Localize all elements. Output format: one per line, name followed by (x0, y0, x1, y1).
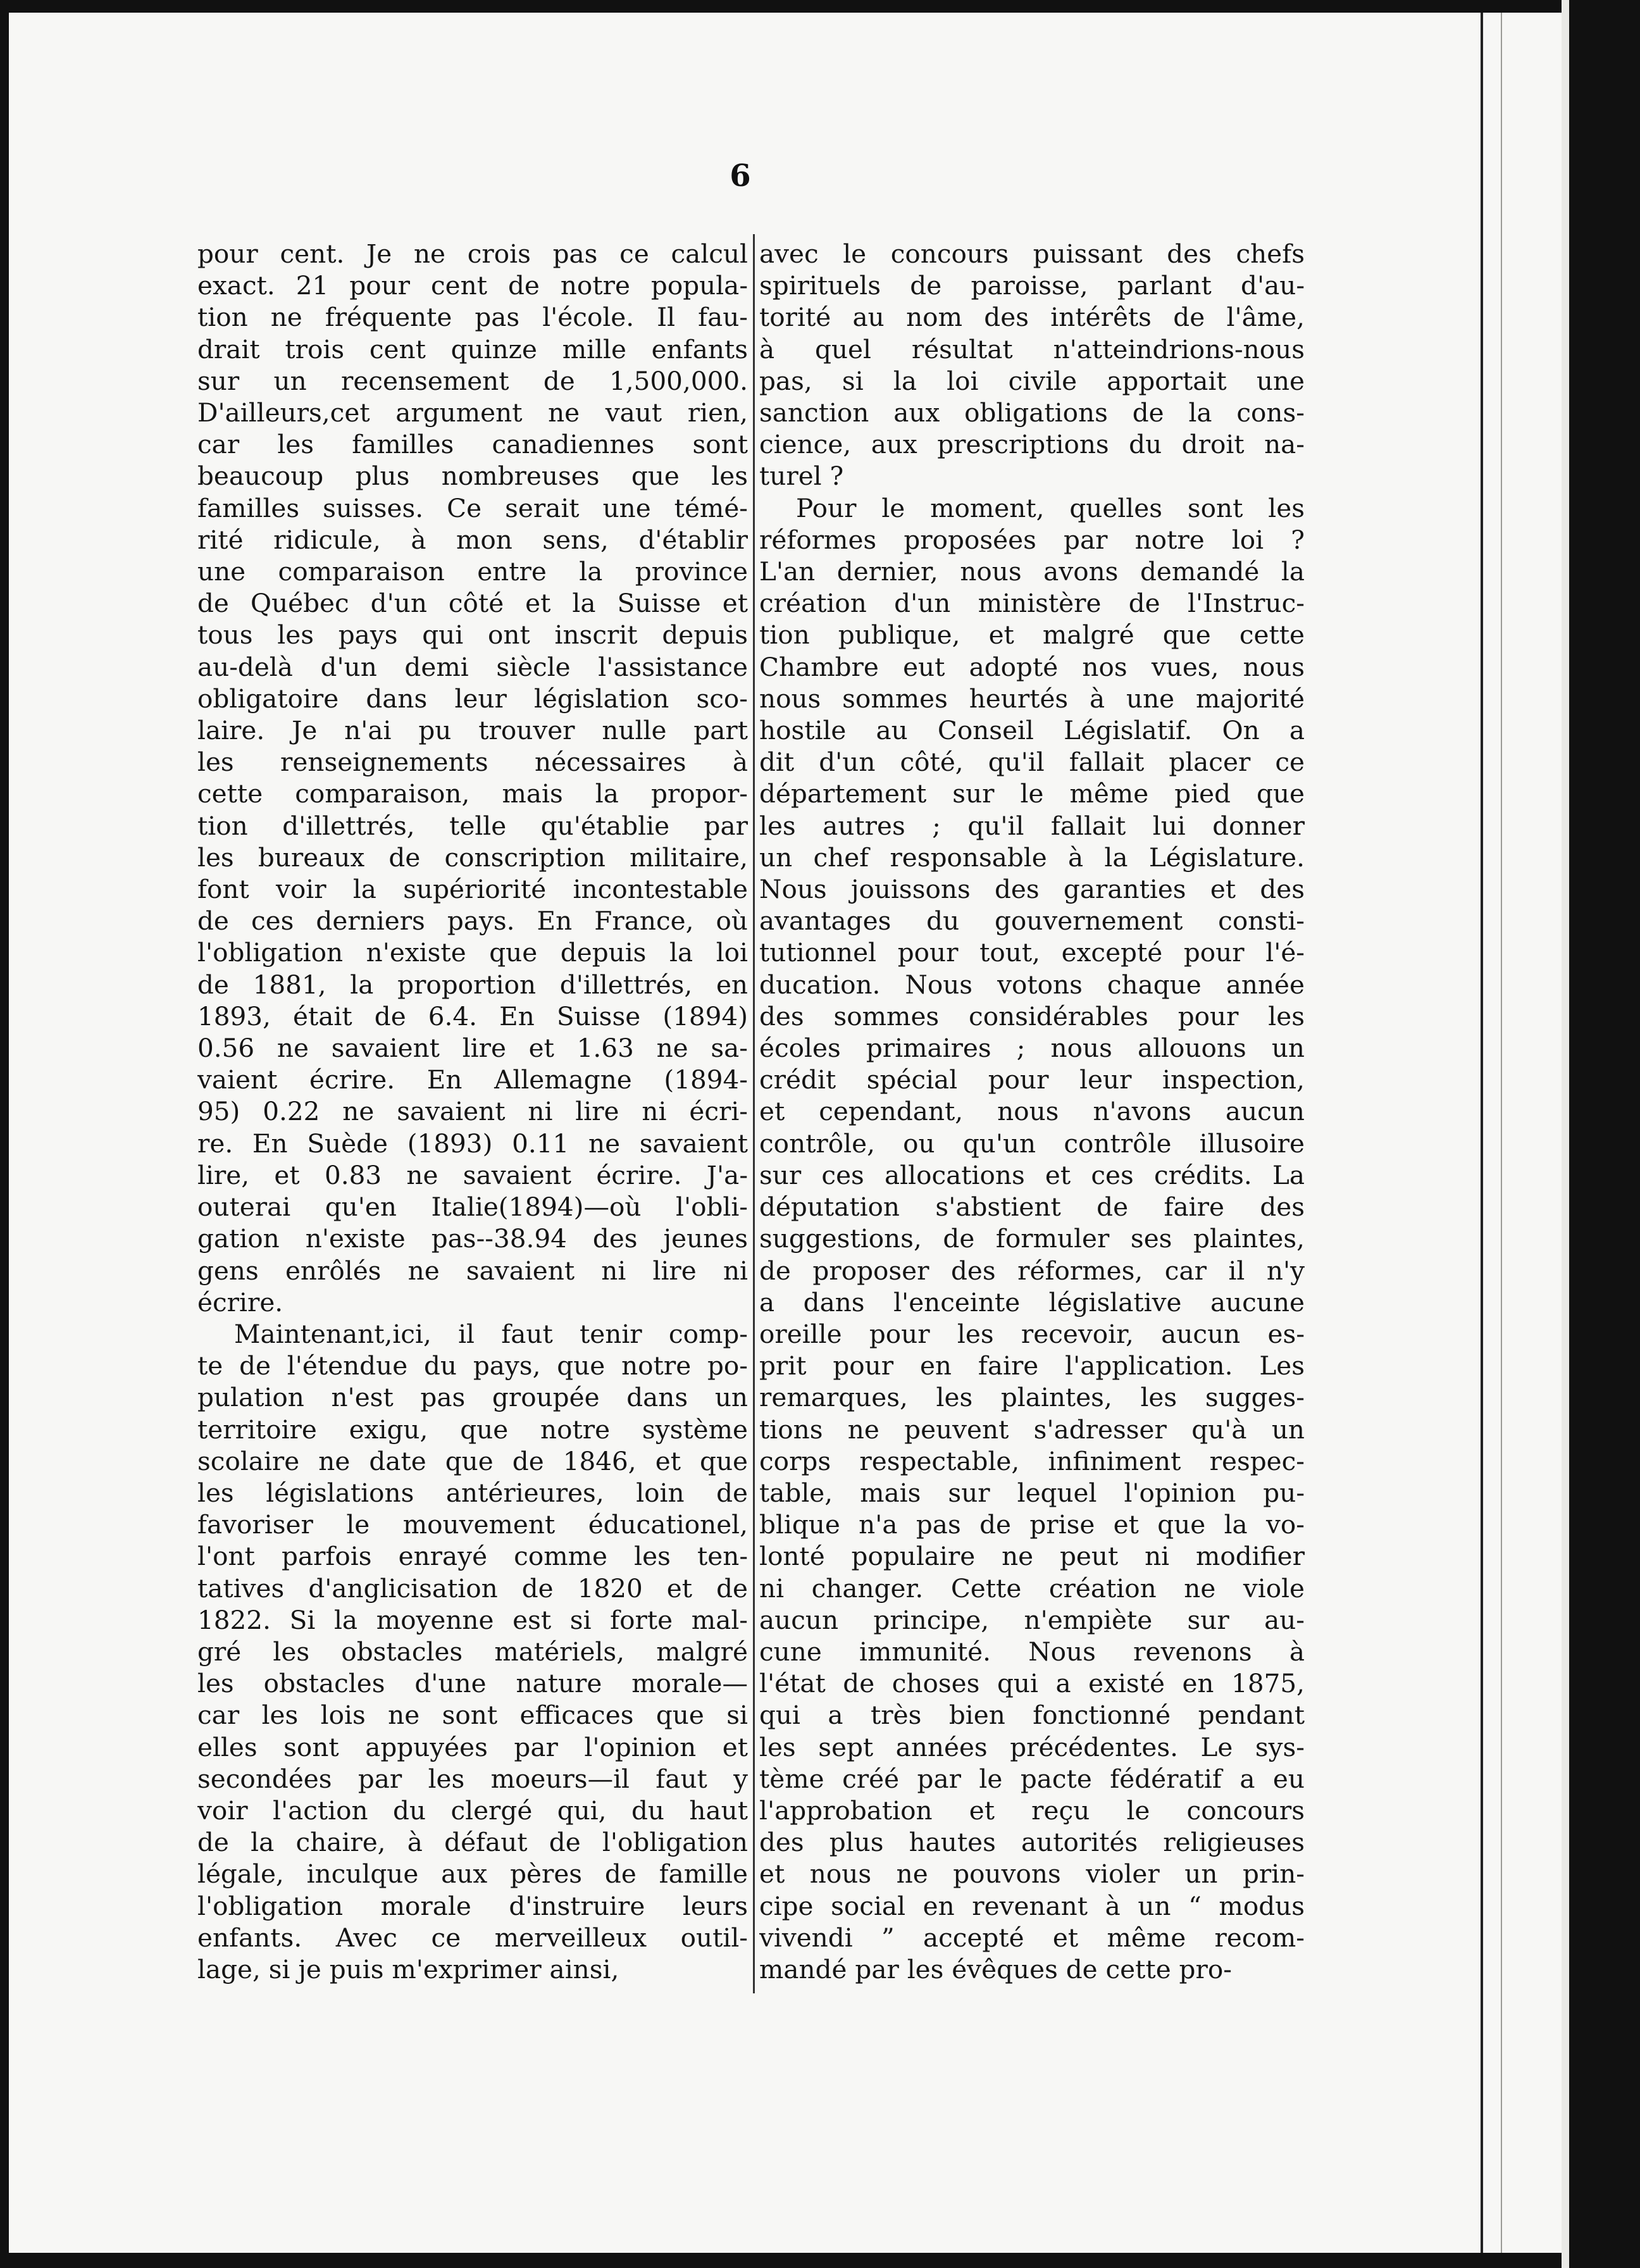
text-line: l'ont parfois enrayé comme les ten- (197, 1541, 748, 1572)
text-line: re. En Suède (1893) 0.11 ne savaient (197, 1128, 748, 1159)
text-line: hostile au Conseil Législatif. On a (759, 715, 1305, 746)
text-line: cipe social en revenant à un “ modus (759, 1890, 1305, 1921)
text-line: tème créé par le pacte fédératif a eu (759, 1763, 1305, 1794)
text-line: 95) 0.22 ne savaient ni lire ni écri- (197, 1096, 748, 1127)
text-line: avantages du gouvernement consti- (759, 906, 1305, 937)
text-line: rité ridicule, à mon sens, d'établir (197, 524, 748, 555)
text-line: députation s'abstient de faire des (759, 1192, 1305, 1223)
text-line: elles sont appuyées par l'opinion et (197, 1731, 748, 1762)
text-line: les législations antérieures, loin de (197, 1477, 748, 1508)
text-line: de la chaire, à défaut de l'obligation (197, 1827, 748, 1858)
text-line: vaient écrire. En Allemagne (1894- (197, 1064, 748, 1095)
text-line: des sommes considérables pour les (759, 1000, 1305, 1031)
text-line: tutionnel pour tout, excepté pour l'é- (759, 937, 1305, 968)
right-text-column (759, 238, 1305, 1985)
text-line: réformes proposées par notre loi ? (759, 524, 1305, 555)
text-line: scolaire ne date que de 1846, et que (197, 1445, 748, 1476)
text-line: corps respectable, infiniment respec- (759, 1445, 1305, 1476)
text-line: tatives d'anglicisation de 1820 et de (197, 1573, 748, 1604)
text-line: lage, si je puis m'exprimer ainsi, (197, 1953, 619, 1984)
next-page-edge-line (1481, 13, 1483, 2253)
text-line: nous sommes heurtés à une majorité (759, 683, 1305, 714)
text-line: aucun principe, n'empiète sur au- (759, 1604, 1305, 1635)
text-line: gré les obstacles matériels, malgré (197, 1636, 748, 1667)
text-line: table, mais sur lequel l'opinion pu- (759, 1477, 1305, 1508)
text-line: 1893, était de 6.4. En Suisse (1894) (197, 1000, 748, 1031)
text-line: légale, inculque aux pères de famille (197, 1859, 748, 1890)
text-line: tion ne fréquente pas l'école. Il fau- (197, 302, 748, 333)
text-line: prit pour en faire l'application. Les (759, 1350, 1305, 1381)
text-line: de proposer des réformes, car il n'y (759, 1255, 1305, 1286)
text-line: mandé par les évêques de cette pro- (759, 1953, 1232, 1984)
text-line: de 1881, la proportion d'illettrés, en (197, 969, 748, 1000)
scan-border-bottom (0, 2253, 1640, 2268)
text-line: voir l'action du clergé qui, du haut (197, 1795, 748, 1826)
text-line: pour cent. Je ne crois pas ce calcul (197, 239, 748, 269)
text-line: turel ? (759, 461, 844, 492)
text-line: écoles primaires ; nous allouons un (759, 1033, 1305, 1064)
text-line: 0.56 ne savaient lire et 1.63 ne sa- (197, 1033, 748, 1064)
text-line: tous les pays qui ont inscrit depuis (197, 620, 748, 651)
text-line: 1822. Si la moyenne est si forte mal- (197, 1604, 748, 1635)
text-line: font voir la supériorité incontestable (197, 874, 748, 905)
text-line: des plus hautes autorités religieuses (759, 1827, 1305, 1858)
text-line: tions ne peuvent s'adresser qu'à un (759, 1414, 1305, 1445)
text-line: l'approbation et reçu le concours (759, 1795, 1305, 1826)
text-line: pas, si la loi civile apportait une (759, 365, 1305, 396)
text-line: création d'un ministère de l'Instruc- (759, 588, 1305, 619)
text-line: drait trois cent quinze mille enfants (197, 333, 748, 364)
text-line: car les lois ne sont efficaces que si (197, 1700, 748, 1731)
left-text-column (197, 238, 748, 1985)
text-line: laire. Je n'ai pu trouver nulle part (197, 715, 748, 746)
text-line: outerai qu'en Italie(1894)—où l'obli- (197, 1192, 748, 1223)
scan-border-top (0, 0, 1640, 13)
text-line: beaucoup plus nombreuses que les (197, 461, 748, 492)
text-line: spirituels de paroisse, parlant d'au- (759, 270, 1305, 301)
text-line: département sur le même pied que (759, 778, 1305, 809)
text-line: cience, aux prescriptions du droit na- (759, 429, 1305, 460)
text-line: ni changer. Cette création ne viole (759, 1573, 1305, 1604)
text-line: pulation n'est pas groupée dans un (197, 1382, 748, 1413)
text-line: les autres ; qu'il fallait lui donner (759, 810, 1305, 841)
text-line: blique n'a pas de prise et que la vo- (759, 1509, 1305, 1540)
text-line: familles suisses. Ce serait une témé- (197, 492, 748, 523)
text-line: te de l'étendue du pays, que notre po- (197, 1350, 748, 1381)
text-line: et cependant, nous n'avons aucun (759, 1096, 1305, 1127)
text-line: sur un recensement de 1,500,000. (197, 365, 748, 396)
text-line: L'an dernier, nous avons demandé la (759, 556, 1305, 587)
text-line: suggestions, de formuler ses plaintes, (759, 1223, 1305, 1254)
text-line: territoire exigu, que notre système (197, 1414, 748, 1445)
text-line: au-delà d'un demi siècle l'assistance (197, 651, 748, 682)
text-line: dit d'un côté, qu'il fallait placer ce (759, 747, 1305, 778)
scan-border-right (1569, 0, 1640, 2268)
text-line: Chambre eut adopté nos vues, nous (759, 651, 1305, 682)
text-line: à quel résultat n'atteindrions-nous (759, 333, 1305, 364)
text-line: tion d'illettrés, telle qu'établie par (197, 810, 748, 841)
text-line: les sept années précédentes. Le sys- (759, 1731, 1305, 1762)
text-line: un chef responsable à la Législature. (759, 842, 1305, 873)
text-line: qui a très bien fonctionné pendant (759, 1700, 1305, 1731)
text-line: les renseignements nécessaires à (197, 747, 748, 778)
text-line: oreille pour les recevoir, aucun es- (759, 1318, 1305, 1349)
text-line: écrire. (197, 1287, 283, 1318)
scan-border-left (0, 0, 9, 2268)
text-line: car les familles canadiennes sont (197, 429, 748, 460)
text-line: obligatoire dans leur législation sco- (197, 683, 748, 714)
text-line: crédit spécial pour leur inspection, (759, 1064, 1305, 1095)
text-line: exact. 21 pour cent de notre popula- (197, 270, 748, 301)
text-line: l'état de choses qui a existé en 1875, (759, 1668, 1305, 1699)
text-line: gens enrôlés ne savaient ni lire ni (197, 1255, 748, 1286)
text-line: tion publique, et malgré que cette (759, 620, 1305, 651)
text-line: vivendi ” accepté et même recom- (759, 1922, 1305, 1953)
text-line: ducation. Nous votons chaque année (759, 969, 1305, 1000)
text-line: lonté populaire ne peut ni modifier (759, 1541, 1305, 1572)
page-number: 6 (730, 158, 751, 194)
text-line: de ces derniers pays. En France, où (197, 906, 748, 937)
text-line: et nous ne pouvons violer un prin- (759, 1859, 1305, 1890)
text-line: a dans l'enceinte législative aucune (759, 1287, 1305, 1318)
text-line: Pour le moment, quelles sont les (796, 492, 1305, 523)
text-line: D'ailleurs,cet argument ne vaut rien, (197, 397, 748, 428)
text-line: une comparaison entre la province (197, 556, 748, 587)
text-line: secondées par les moeurs—il faut y (197, 1763, 748, 1794)
text-line: cette comparaison, mais la propor- (197, 778, 748, 809)
text-line: Nous jouissons des garanties et des (759, 874, 1305, 905)
text-line: Maintenant,ici, il faut tenir comp- (234, 1318, 748, 1349)
text-line: contrôle, ou qu'un contrôle illusoire (759, 1128, 1305, 1159)
text-line: les bureaux de conscription militaire, (197, 842, 748, 873)
text-line: les obstacles d'une nature morale— (197, 1668, 748, 1699)
text-line: enfants. Avec ce merveilleux outil- (197, 1922, 748, 1953)
text-line: l'obligation n'existe que depuis la loi (197, 937, 748, 968)
text-line: remarques, les plaintes, les sugges- (759, 1382, 1305, 1413)
text-line: de Québec d'un côté et la Suisse et (197, 588, 748, 619)
text-line: l'obligation morale d'instruire leurs (197, 1890, 748, 1921)
text-line: lire, et 0.83 ne savaient écrire. J'a- (197, 1159, 748, 1190)
text-line: gation n'existe pas--38.94 des jeunes (197, 1223, 748, 1254)
next-page-edge-shadow (1501, 13, 1502, 2253)
text-line: torité au nom des intérêts de l'âme, (759, 302, 1305, 333)
text-line: avec le concours puissant des chefs (759, 239, 1305, 269)
column-divider (753, 234, 755, 1993)
text-line: cune immunité. Nous revenons à (759, 1636, 1305, 1667)
text-line: sanction aux obligations de la cons- (759, 397, 1305, 428)
text-line: favoriser le mouvement éducationel, (197, 1509, 748, 1540)
text-line: sur ces allocations et ces crédits. La (759, 1159, 1305, 1190)
